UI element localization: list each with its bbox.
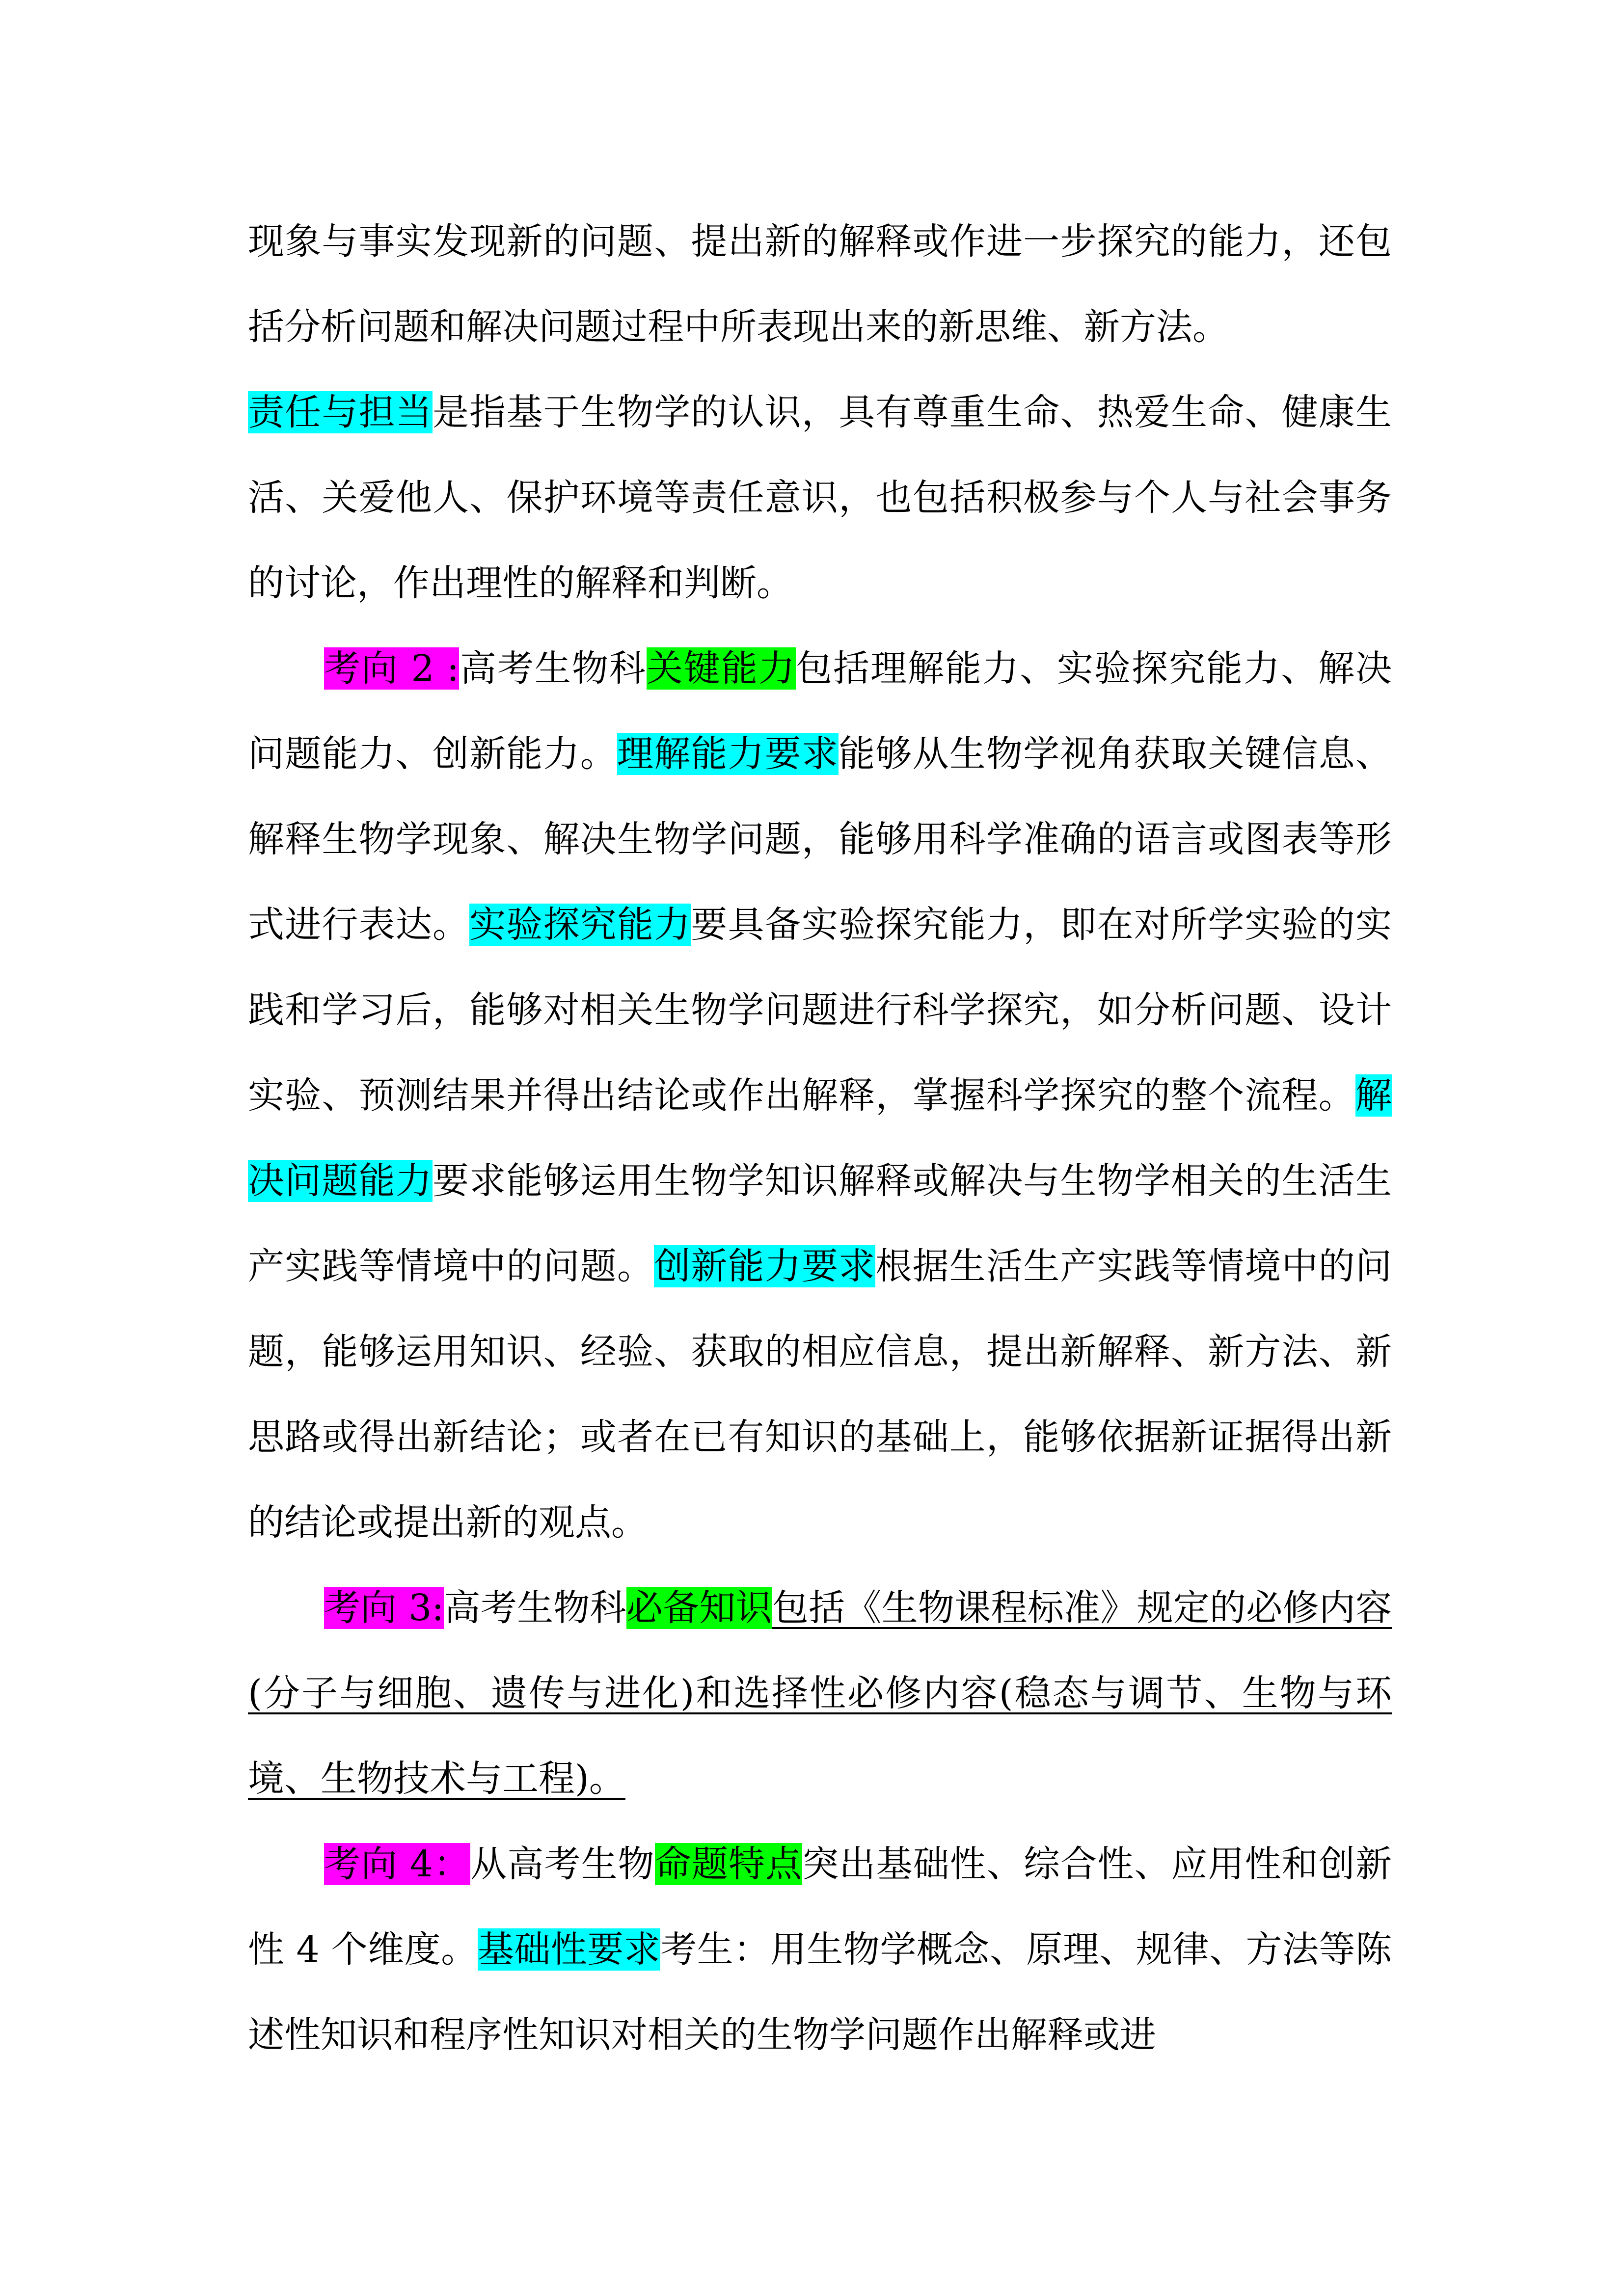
text-run: 根据生活生产实践等情境中的问题，能够运用知识、经验、获取的相应信息，提出新解释、新方法、新思路或得出新结论；或者在已有知识的基础上，能够依据新证据得出新的结论或提出新的观点。 [248,1245,1392,1544]
paragraph-responsibility [248,370,1392,626]
highlight-essential-knowledge: 必备知识 [626,1587,772,1629]
paragraph-kaoxiang-4 [248,1821,1392,2078]
text-run: 是指基于生物学的认识，具有尊重生命、热爱生命、健康生活、关爱他人、保护环境等责任意识，也包括积极参与个人与社会事务的讨论，作出理性的解释和判断。 [248,391,1392,604]
text-run: 考生：用生物学概念、原理、规律、方法等陈述性知识和程序性知识对相关的生物学问题作出解释或进 [248,1928,1392,2056]
text-run: 突出基础性、综合性、应用性和创新性 4 个维度。 [248,1843,1392,1971]
paragraph-kaoxiang-3 [248,1565,1392,1821]
text-run: 高考生物科 [459,647,647,690]
highlight-foundational-requirement: 基础性要求 [477,1928,661,1971]
text-run: 要具备实验探究能力，即在对所学实验的实践和学习后，能够对相关生物学问题进行科学探究，如分析问题、设计实验、预测结果并得出结论或作出解释，掌握科学探究的整个流程。 [248,904,1392,1117]
highlight-label-kaoxiang-2: 考向 2 : [324,647,460,690]
highlight-term-responsibility: 责任与担当 [248,391,433,433]
text-run: 现象与事实发现新的问题、提出新的解释或作进一步探究的能力，还包括分析问题和解决问题过程中所表现出来的新思维、新方法。 [248,220,1392,348]
paragraph-innovation-continued [248,199,1392,370]
highlight-experiment-ability: 实验探究能力 [469,904,691,946]
highlight-exam-features: 命题特点 [654,1843,803,1885]
highlight-problem-solving-ability: 解决问题能力 [248,1074,1392,1202]
text-run: 从高考生物 [470,1843,655,1885]
highlight-innovation-ability: 创新能力要求 [654,1245,876,1287]
paragraph-kaoxiang-2 [248,626,1392,1565]
highlight-key-ability: 关键能力 [647,647,796,690]
text-run: 包括理解能力、实验探究能力、解决问题能力、创新能力。 [248,647,1392,775]
document-body [248,199,1392,2078]
highlight-label-kaoxiang-4: 考向 4： [324,1843,471,1885]
text-run: 高考生物科 [444,1587,626,1629]
highlight-label-kaoxiang-3: 考向 3: [324,1587,444,1629]
underlined-curriculum-content: 包括《生物课程标准》规定的必修内容(分子与细胞、遗传与进化)和选择性必修内容(稳态与调节、生物与环境、生物技术与工程)。 [248,1587,1392,1800]
text-run: 能够从生物学视角获取关键信息、解释生物学现象、解决生物学问题，能够用科学准确的语言或图表等形式进行表达。 [248,733,1392,946]
highlight-understanding-ability: 理解能力要求 [617,733,839,775]
text-run: 要求能够运用生物学知识解释或解决与生物学相关的生活生产实践等情境中的问题。 [248,1160,1392,1287]
